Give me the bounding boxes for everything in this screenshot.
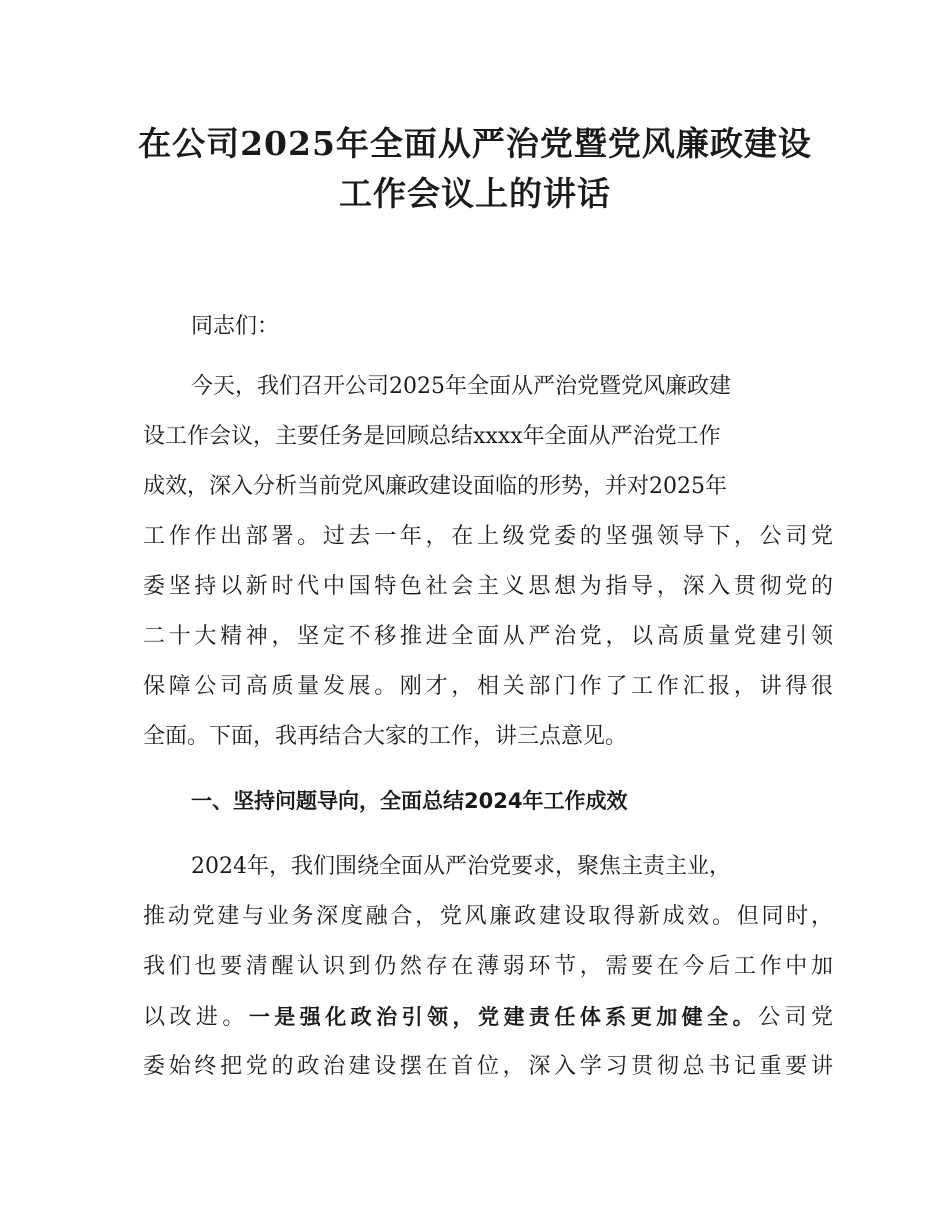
intro-line-2: 设工作会议，主要任务是回顾总结xxxx年全面从严治党工作 [143, 424, 721, 449]
intro-line-6: 二十大精神，坚定不移推进全面从严治党，以高质量党建引领 [143, 624, 833, 649]
intro-line-7: 保障公司高质量发展。刚才，相关部门作了工作汇报，讲得很 [143, 674, 833, 699]
intro-line-3: 成效，深入分析当前党风廉政建设面临的形势，并对2025年 [143, 474, 727, 499]
document-title-line-1: 在公司2025年全面从严治党暨党风廉政建设 [138, 124, 812, 163]
section-1-line-3: 我们也要清醒认识到仍然存在薄弱环节，需要在今后工作中加 [143, 954, 833, 979]
section-1-line-1: 2024年，我们围绕全面从严治党要求，聚焦主责主业， [191, 854, 731, 879]
intro-line-5: 委坚持以新时代中国特色社会主义思想为指导，深入贯彻党的 [143, 574, 833, 599]
section-1-line-2: 推动党建与业务深度融合，党风廉政建设取得新成效。但同时， [143, 904, 833, 929]
salutation: 同志们： [191, 314, 280, 339]
section-1-line-5: 委始终把党的政治建设摆在首位，深入学习贯彻总书记重要讲 [143, 1054, 833, 1079]
intro-line-1: 今天，我们召开公司2025年全面从严治党暨党风廉政建 [191, 374, 731, 399]
section-1-line-4-prefix: 以改进。 [143, 1005, 249, 1030]
intro-line-8: 全面。下面，我再结合大家的工作，讲三点意见。 [143, 724, 628, 749]
section-1-line-4-suffix: 公司党 [758, 1005, 833, 1030]
section-1-point-one-emphasis: 一是强化政治引领，党建责任体系更加健全。 [248, 1005, 759, 1029]
section-1-line-4 [143, 1002, 833, 1033]
section-1-heading: 一、坚持问题导向，全面总结2024年工作成效 [191, 789, 628, 813]
document-title-line-2: 工作会议上的讲话 [339, 174, 611, 213]
intro-line-4: 工作作出部署。过去一年，在上级党委的坚强领导下，公司党 [143, 524, 833, 549]
